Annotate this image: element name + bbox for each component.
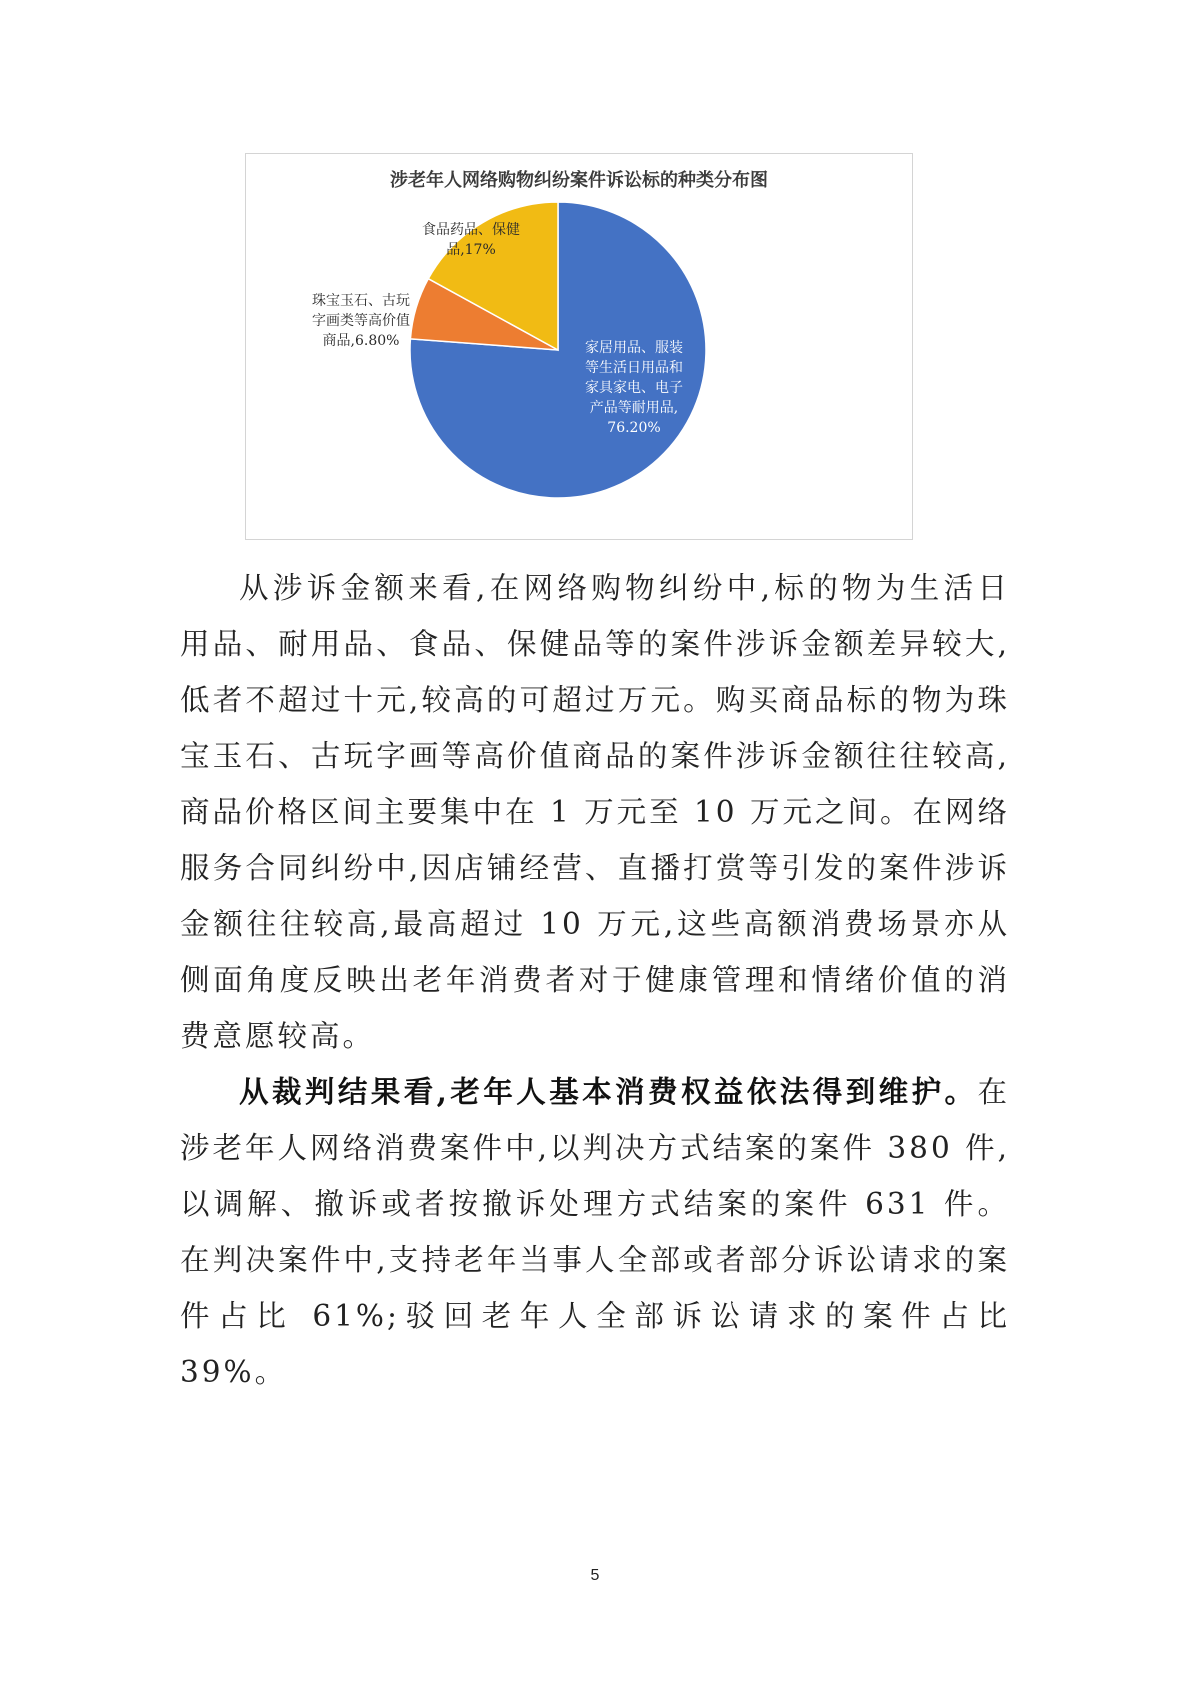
paragraph-amount — [180, 560, 1010, 1064]
paragraph-judgment — [180, 1064, 1010, 1400]
paragraph-lead: 从裁判结果看,老年人基本消费权益依法得到维护。 — [239, 1074, 978, 1109]
slice-label-food-medicine: 食品药品、保健 品,17% — [422, 222, 520, 258]
slice-label-household: 家居用品、服装 等生活日用品和 家具家电、电子 产品等耐用品, 76.20% — [585, 340, 683, 436]
pie-chart — [245, 153, 913, 540]
paragraph-text: 在涉老年人网络消费案件中,以判决方式结案的案件 380 件,以调解、撤诉或者按撤诉处理方式结案的案件 631 件。在判决案件中,支持老年当事人全部或者部分诉讼请求的案件占比 61%;驳回老年人全部诉讼请求的案件占比 39%。 — [180, 1075, 1010, 1389]
slice-label-jewelry: 珠宝玉石、古玩 字画类等高价值 商品,6.80% — [312, 293, 410, 349]
paragraph-text: 从涉诉金额来看,在网络购物纠纷中,标的物为生活日用品、耐用品、食品、保健品等的案件涉诉金额差异较大,低者不超过十元,较高的可超过万元。购买商品标的物为珠宝玉石、古玩字画等高价值商品的案件涉诉金额往往较高,商品价格区间主要集中在 1 万元至 10 万元之间。在网络服务合同纠纷中,因店铺经营、直播打赏等引发的案件涉诉金额往往较高,最高超过 10 万元,这些高额消费场景亦从侧面角度反映出老年消费者对于健康管理和情绪价值的消费意愿较高。 — [180, 571, 1010, 1053]
chart-title: 涉老年人网络购物纠纷案件诉讼标的种类分布图 — [390, 170, 768, 191]
body-text — [180, 560, 1010, 1400]
page-number: 5 — [590, 1567, 600, 1584]
